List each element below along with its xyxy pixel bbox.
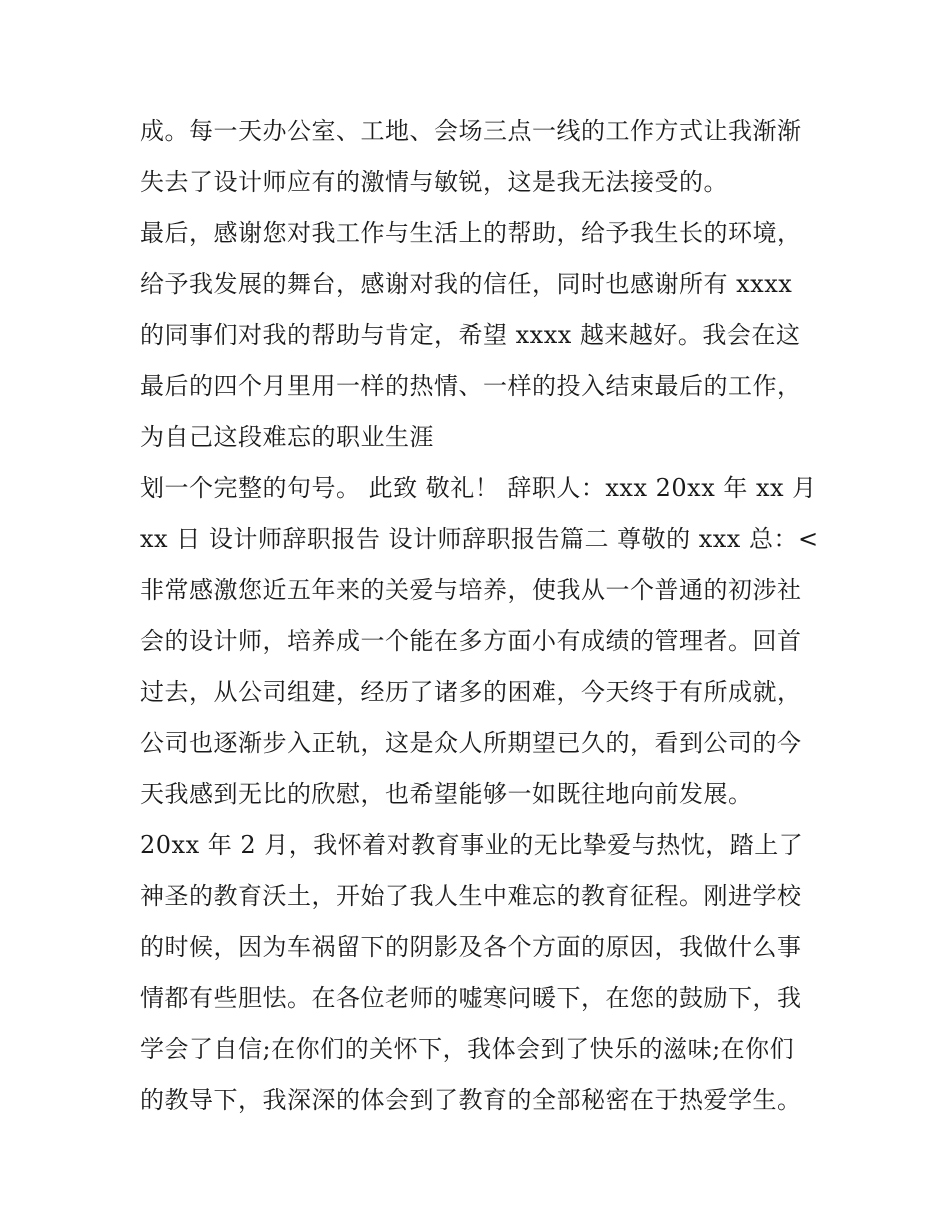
text-line: 过去，从公司组建，经历了诸多的困难，今天终于有所成就， <box>140 678 802 706</box>
body-text <box>140 106 830 1126</box>
text-line: 非常感激您近五年来的关爱与培养，使我从一个普通的初涉社 <box>140 576 802 604</box>
text-line: 给予我发展的舞台，感谢对我的信任，同时也感谢所有 xxxx <box>140 270 793 298</box>
text-line: 最后，感谢您对我工作与生活上的帮助，给予我生长的环境， <box>140 219 802 247</box>
text-line: 神圣的教育沃土，开始了我人生中难忘的教育征程。刚进学校 <box>140 882 802 910</box>
text-line: 情都有些胆怯。在各位老师的嘘寒问暖下，在您的鼓励下，我 <box>140 984 802 1012</box>
text-line: 失去了设计师应有的激情与敏锐，这是我无法接受的。 <box>140 168 728 196</box>
text-line: 天我感到无比的欣慰，也希望能够一如既往地向前发展。 <box>140 780 753 808</box>
text-line: 最后的四个月里用一样的热情、一样的投入结束最后的工作， <box>140 372 802 400</box>
text-line: 为自己这段难忘的职业生涯 <box>140 423 434 451</box>
text-line: 的教导下，我深深的体会到了教育的全部秘密在于热爱学生。 <box>140 1086 802 1114</box>
text-line: 划一个完整的句号。 此致 敬礼！ 辞职人：xxx 20xx 年 xx 月 <box>140 474 817 502</box>
text-line: 学会了自信;在你们的关怀下，我体会到了快乐的滋味;在你们 <box>140 1035 795 1063</box>
text-line: 20xx 年 2 月，我怀着对教育事业的无比挚爱与热忱，踏上了 <box>140 831 804 859</box>
text-line: xx 日 设计师辞职报告 设计师辞职报告篇二 尊敬的 xxx 总：< <box>140 525 819 553</box>
text-line: 公司也逐渐步入正轨，这是众人所期望已久的，看到公司的今 <box>140 729 802 757</box>
text-line: 的时候，因为车祸留下的阴影及各个方面的原因，我做什么事 <box>140 933 802 961</box>
text-line: 会的设计师，培养成一个能在多方面小有成绩的管理者。回首 <box>140 627 802 655</box>
text-line: 的同事们对我的帮助与肯定，希望 xxxx 越来越好。我会在这 <box>140 321 801 349</box>
text-line: 成。每一天办公室、工地、会场三点一线的工作方式让我渐渐 <box>140 117 802 145</box>
